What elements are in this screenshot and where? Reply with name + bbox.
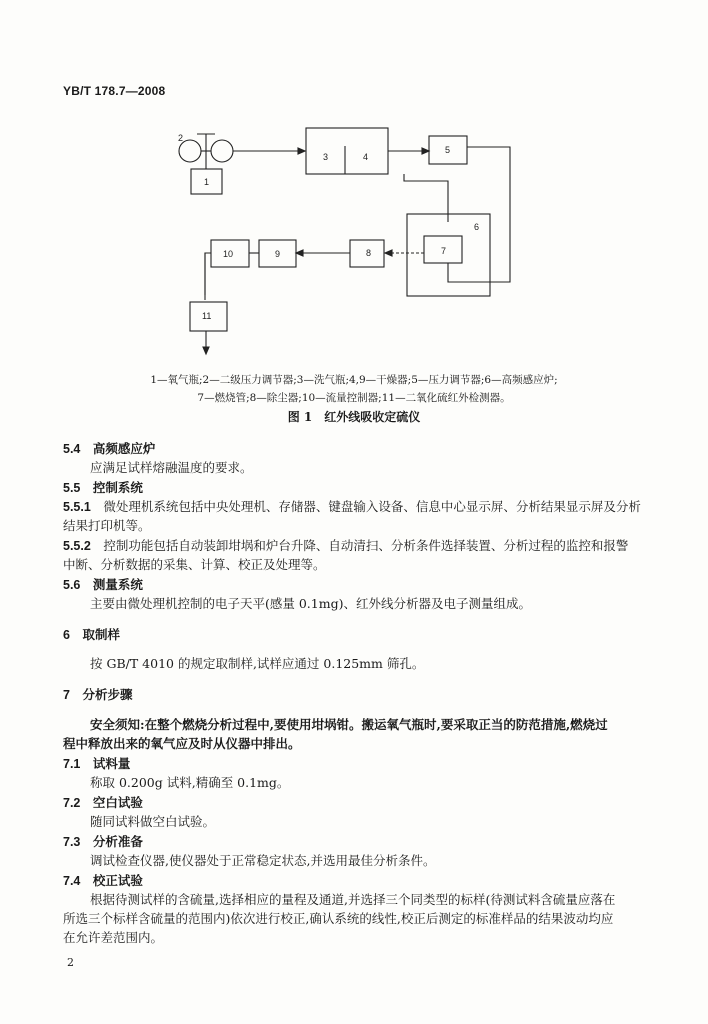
label-6: 6	[474, 222, 480, 232]
heading-7-3: 7.3 分析准备	[63, 834, 143, 849]
para-5-4: 应满足试样熔融温度的要求。	[90, 460, 253, 475]
label-8: 8	[366, 248, 372, 258]
label-7: 7	[441, 246, 447, 256]
heading-7-2: 7.2 空白试验	[63, 795, 143, 810]
label-10: 10	[223, 249, 234, 259]
label-5: 5	[445, 145, 451, 155]
para-7-4-line-1: 根据待测试样的含硫量,选择相应的量程及通道,并选择三个同类型的标样(待测试料含硫量应落在	[90, 892, 616, 907]
para-5-5-1-line-1: 5.5.1 微处理机系统包括中央处理机、存储器、键盘输入设备、信息中心显示屏、分析结果显示屏及分析	[63, 499, 641, 514]
para-5-5-2-line-1: 5.5.2 控制功能包括自动装卸坩埚和炉台升降、自动清扫、分析条件选择装置、分析过程的监控和报警	[63, 538, 629, 553]
label-11: 11	[202, 311, 212, 321]
oxygen-cylinder-gauge-left	[179, 140, 201, 162]
heading-7-1: 7.1 试料量	[63, 756, 131, 771]
label-4: 4	[363, 152, 369, 162]
para-7-3: 调试检查仪器,使仪器处于正常稳定状态,并选用最佳分析条件。	[90, 853, 436, 868]
heading-5-6: 5.6 测量系统	[63, 577, 143, 592]
para-5-6: 主要由微处理机控制的电子天平(感量 0.1mg)、红外线分析器及电子测量组成。	[90, 596, 531, 611]
safety-note-line-2: 程中释放出来的氧气应及时从仪器中排出。	[63, 736, 301, 751]
apparatus-diagram	[0, 0, 708, 380]
label-3: 3	[323, 152, 329, 162]
heading-5-4: 5.4 高频感应炉	[63, 441, 156, 456]
figure-legend-line-1: 1—氧气瓶;2—二级压力调节器;3—洗气瓶;4,9—干燥器;5—压力调节器;6—高频感应炉;	[150, 374, 558, 386]
para-7-2: 随同试料做空白试验。	[90, 814, 216, 829]
heading-7-4: 7.4 校正试验	[63, 873, 143, 888]
label-1: 1	[204, 177, 210, 187]
para-7-4-line-2: 所选三个标样含硫量的范围内)依次进行校正,确认系统的线性,校正后测定的标准样品的结果波动均应	[63, 911, 614, 926]
box-3-4-scrubber-dryer	[306, 128, 388, 174]
para-7-1: 称取 0.200g 试料,精确至 0.1mg。	[90, 775, 290, 790]
heading-5-5: 5.5 控制系统	[63, 480, 143, 495]
safety-note-line-1: 安全须知:在整个燃烧分析过程中,要使用坩埚钳。搬运氧气瓶时,要采取正当的防范措施,燃烧过	[90, 717, 608, 732]
label-2: 2	[178, 133, 184, 143]
heading-7: 7 分析步骤	[63, 687, 133, 702]
page-number: 2	[67, 956, 74, 969]
figure-legend-line-2: 7—燃烧管;8—除尘器;10—流量控制器;11—二氧化硫红外检测器。	[197, 392, 511, 404]
figure-title: 图 1 红外线吸收定硫仪	[287, 410, 421, 424]
heading-6: 6 取制样	[63, 627, 120, 642]
label-9: 9	[275, 249, 281, 259]
para-6: 按 GB/T 4010 的规定取制样,试样应通过 0.125mm 筛孔。	[90, 656, 425, 671]
para-5-5-2-line-2: 中断、分析数据的采集、计算、校正及处理等。	[63, 557, 326, 572]
oxygen-cylinder-gauge-right	[211, 140, 233, 162]
para-5-5-1-line-2: 结果打印机等。	[63, 518, 151, 533]
standard-code-header: YB/T 178.7—2008	[63, 84, 166, 98]
para-7-4-line-3: 在允许差范围内。	[63, 930, 164, 945]
